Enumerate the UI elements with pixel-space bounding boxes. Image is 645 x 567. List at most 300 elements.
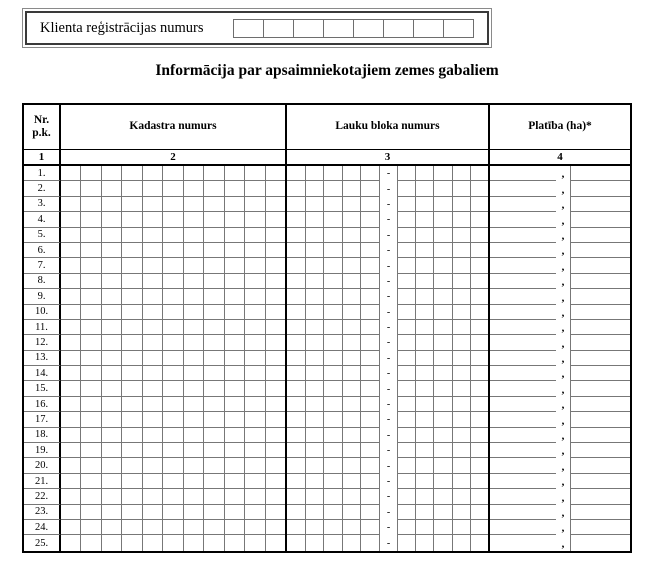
lauku-digit-cell[interactable] xyxy=(471,443,488,458)
kadastra-digit-cell[interactable] xyxy=(81,505,101,520)
lauku-digit-cell[interactable] xyxy=(306,505,325,520)
lauku-digit-cell[interactable] xyxy=(324,366,343,381)
lauku-digit-cell[interactable] xyxy=(287,428,306,443)
kadastra-digit-cell[interactable] xyxy=(266,212,285,227)
kadastra-digit-cell[interactable] xyxy=(204,320,224,335)
kadastra-digit-cell[interactable] xyxy=(163,428,183,443)
kadastra-digit-cell[interactable] xyxy=(163,305,183,320)
kadastra-digit-cell[interactable] xyxy=(102,351,122,366)
kadastra-digit-cell[interactable] xyxy=(184,412,204,427)
kadastra-digit-cell[interactable] xyxy=(184,181,204,196)
platiba-whole-cell[interactable] xyxy=(490,397,556,412)
kadastra-digit-cell[interactable] xyxy=(266,305,285,320)
lauku-digit-cell[interactable] xyxy=(324,535,343,550)
lauku-digit-cell[interactable] xyxy=(287,212,306,227)
platiba-whole-cell[interactable] xyxy=(490,458,556,473)
kadastra-digit-cell[interactable] xyxy=(184,428,204,443)
kadastra-digit-cell[interactable] xyxy=(184,397,204,412)
platiba-decimal-cell[interactable] xyxy=(571,289,630,304)
lauku-digit-cell[interactable] xyxy=(361,458,380,473)
lauku-digit-cell[interactable] xyxy=(287,520,306,535)
lauku-digit-cell[interactable] xyxy=(471,505,488,520)
lauku-digit-cell[interactable] xyxy=(343,366,362,381)
kadastra-digit-cell[interactable] xyxy=(245,258,265,273)
platiba-decimal-cell[interactable] xyxy=(571,520,630,535)
kadastra-digit-cell[interactable] xyxy=(245,181,265,196)
kadastra-digit-cell[interactable] xyxy=(163,489,183,504)
kadastra-digit-cell[interactable] xyxy=(225,212,245,227)
kadastra-digit-cell[interactable] xyxy=(122,474,142,489)
lauku-digit-cell[interactable] xyxy=(306,212,325,227)
lauku-digit-cell[interactable] xyxy=(434,274,452,289)
platiba-whole-cell[interactable] xyxy=(490,212,556,227)
platiba-whole-cell[interactable] xyxy=(490,535,556,550)
kadastra-digit-cell[interactable] xyxy=(143,166,163,181)
kadastra-digit-cell[interactable] xyxy=(122,320,142,335)
kadastra-digit-cell[interactable] xyxy=(102,228,122,243)
kadastra-digit-cell[interactable] xyxy=(245,397,265,412)
kadastra-digit-cell[interactable] xyxy=(102,520,122,535)
lauku-digit-cell[interactable] xyxy=(324,181,343,196)
lauku-digit-cell[interactable] xyxy=(324,305,343,320)
kadastra-digit-cell[interactable] xyxy=(245,520,265,535)
kadastra-digit-cell[interactable] xyxy=(245,351,265,366)
kadastra-digit-cell[interactable] xyxy=(163,458,183,473)
lauku-digit-cell[interactable] xyxy=(361,351,380,366)
kadastra-digit-cell[interactable] xyxy=(266,335,285,350)
lauku-digit-cell[interactable] xyxy=(287,535,306,550)
lauku-digit-cell[interactable] xyxy=(434,243,452,258)
lauku-digit-cell[interactable] xyxy=(471,489,488,504)
platiba-decimal-cell[interactable] xyxy=(571,212,630,227)
kadastra-digit-cell[interactable] xyxy=(61,505,81,520)
kadastra-digit-cell[interactable] xyxy=(61,381,81,396)
lauku-digit-cell[interactable] xyxy=(416,274,434,289)
lauku-digit-cell[interactable] xyxy=(434,474,452,489)
lauku-digit-cell[interactable] xyxy=(306,458,325,473)
lauku-digit-cell[interactable] xyxy=(324,397,343,412)
lauku-digit-cell[interactable] xyxy=(398,366,416,381)
kadastra-digit-cell[interactable] xyxy=(266,351,285,366)
kadastra-digit-cell[interactable] xyxy=(204,428,224,443)
kadastra-digit-cell[interactable] xyxy=(122,505,142,520)
lauku-digit-cell[interactable] xyxy=(343,289,362,304)
lauku-digit-cell[interactable] xyxy=(398,335,416,350)
kadastra-digit-cell[interactable] xyxy=(122,443,142,458)
kadastra-digit-cell[interactable] xyxy=(143,289,163,304)
platiba-decimal-cell[interactable] xyxy=(571,397,630,412)
kadastra-digit-cell[interactable] xyxy=(61,305,81,320)
lauku-digit-cell[interactable] xyxy=(453,212,471,227)
lauku-digit-cell[interactable] xyxy=(361,366,380,381)
lauku-digit-cell[interactable] xyxy=(471,305,488,320)
kadastra-digit-cell[interactable] xyxy=(184,258,204,273)
lauku-digit-cell[interactable] xyxy=(361,397,380,412)
kadastra-digit-cell[interactable] xyxy=(204,535,224,550)
lauku-digit-cell[interactable] xyxy=(453,305,471,320)
kadastra-digit-cell[interactable] xyxy=(266,381,285,396)
lauku-digit-cell[interactable] xyxy=(453,197,471,212)
lauku-digit-cell[interactable] xyxy=(306,412,325,427)
lauku-digit-cell[interactable] xyxy=(306,305,325,320)
kadastra-digit-cell[interactable] xyxy=(184,289,204,304)
lauku-digit-cell[interactable] xyxy=(453,274,471,289)
kadastra-digit-cell[interactable] xyxy=(225,505,245,520)
kadastra-digit-cell[interactable] xyxy=(204,381,224,396)
kadastra-digit-cell[interactable] xyxy=(61,166,81,181)
kadastra-digit-cell[interactable] xyxy=(122,397,142,412)
lauku-digit-cell[interactable] xyxy=(434,397,452,412)
lauku-digit-cell[interactable] xyxy=(416,458,434,473)
kadastra-digit-cell[interactable] xyxy=(102,535,122,550)
lauku-digit-cell[interactable] xyxy=(324,243,343,258)
kadastra-digit-cell[interactable] xyxy=(102,289,122,304)
lauku-digit-cell[interactable] xyxy=(471,428,488,443)
platiba-whole-cell[interactable] xyxy=(490,197,556,212)
lauku-digit-cell[interactable] xyxy=(434,351,452,366)
kadastra-digit-cell[interactable] xyxy=(225,166,245,181)
kadastra-digit-cell[interactable] xyxy=(245,505,265,520)
lauku-digit-cell[interactable] xyxy=(361,412,380,427)
lauku-digit-cell[interactable] xyxy=(343,458,362,473)
kadastra-digit-cell[interactable] xyxy=(204,166,224,181)
lauku-digit-cell[interactable] xyxy=(416,289,434,304)
kadastra-digit-cell[interactable] xyxy=(184,505,204,520)
kadastra-digit-cell[interactable] xyxy=(102,397,122,412)
platiba-decimal-cell[interactable] xyxy=(571,351,630,366)
kadastra-digit-cell[interactable] xyxy=(204,197,224,212)
kadastra-digit-cell[interactable] xyxy=(143,335,163,350)
lauku-digit-cell[interactable] xyxy=(324,289,343,304)
lauku-digit-cell[interactable] xyxy=(361,228,380,243)
lauku-digit-cell[interactable] xyxy=(324,335,343,350)
kadastra-digit-cell[interactable] xyxy=(184,381,204,396)
lauku-digit-cell[interactable] xyxy=(471,412,488,427)
kadastra-digit-cell[interactable] xyxy=(225,305,245,320)
kadastra-digit-cell[interactable] xyxy=(61,351,81,366)
platiba-decimal-cell[interactable] xyxy=(571,335,630,350)
kadastra-digit-cell[interactable] xyxy=(102,412,122,427)
lauku-digit-cell[interactable] xyxy=(471,397,488,412)
lauku-digit-cell[interactable] xyxy=(416,335,434,350)
lauku-digit-cell[interactable] xyxy=(453,443,471,458)
platiba-whole-cell[interactable] xyxy=(490,181,556,196)
reg-digit-cell[interactable] xyxy=(263,19,294,38)
lauku-digit-cell[interactable] xyxy=(343,428,362,443)
lauku-digit-cell[interactable] xyxy=(416,443,434,458)
kadastra-digit-cell[interactable] xyxy=(266,366,285,381)
lauku-digit-cell[interactable] xyxy=(453,289,471,304)
lauku-digit-cell[interactable] xyxy=(471,181,488,196)
kadastra-digit-cell[interactable] xyxy=(245,412,265,427)
lauku-digit-cell[interactable] xyxy=(306,381,325,396)
lauku-digit-cell[interactable] xyxy=(471,520,488,535)
lauku-digit-cell[interactable] xyxy=(287,166,306,181)
kadastra-digit-cell[interactable] xyxy=(184,166,204,181)
lauku-digit-cell[interactable] xyxy=(343,381,362,396)
kadastra-digit-cell[interactable] xyxy=(204,274,224,289)
kadastra-digit-cell[interactable] xyxy=(61,428,81,443)
kadastra-digit-cell[interactable] xyxy=(163,243,183,258)
kadastra-digit-cell[interactable] xyxy=(266,197,285,212)
kadastra-digit-cell[interactable] xyxy=(61,320,81,335)
kadastra-digit-cell[interactable] xyxy=(122,520,142,535)
kadastra-digit-cell[interactable] xyxy=(102,335,122,350)
kadastra-digit-cell[interactable] xyxy=(102,505,122,520)
kadastra-digit-cell[interactable] xyxy=(204,412,224,427)
kadastra-digit-cell[interactable] xyxy=(102,166,122,181)
lauku-digit-cell[interactable] xyxy=(453,381,471,396)
lauku-digit-cell[interactable] xyxy=(416,412,434,427)
lauku-digit-cell[interactable] xyxy=(306,351,325,366)
platiba-decimal-cell[interactable] xyxy=(571,274,630,289)
lauku-digit-cell[interactable] xyxy=(361,428,380,443)
platiba-whole-cell[interactable] xyxy=(490,489,556,504)
lauku-digit-cell[interactable] xyxy=(434,535,452,550)
lauku-digit-cell[interactable] xyxy=(287,335,306,350)
lauku-digit-cell[interactable] xyxy=(471,458,488,473)
kadastra-digit-cell[interactable] xyxy=(143,258,163,273)
kadastra-digit-cell[interactable] xyxy=(122,197,142,212)
lauku-digit-cell[interactable] xyxy=(434,412,452,427)
platiba-whole-cell[interactable] xyxy=(490,289,556,304)
kadastra-digit-cell[interactable] xyxy=(163,366,183,381)
lauku-digit-cell[interactable] xyxy=(398,489,416,504)
kadastra-digit-cell[interactable] xyxy=(225,412,245,427)
reg-digit-cell[interactable] xyxy=(383,19,414,38)
kadastra-digit-cell[interactable] xyxy=(184,243,204,258)
lauku-digit-cell[interactable] xyxy=(434,458,452,473)
kadastra-digit-cell[interactable] xyxy=(143,520,163,535)
lauku-digit-cell[interactable] xyxy=(343,335,362,350)
kadastra-digit-cell[interactable] xyxy=(225,228,245,243)
kadastra-digit-cell[interactable] xyxy=(204,366,224,381)
platiba-decimal-cell[interactable] xyxy=(571,412,630,427)
lauku-digit-cell[interactable] xyxy=(324,428,343,443)
kadastra-digit-cell[interactable] xyxy=(245,320,265,335)
lauku-digit-cell[interactable] xyxy=(343,320,362,335)
kadastra-digit-cell[interactable] xyxy=(122,274,142,289)
kadastra-digit-cell[interactable] xyxy=(143,243,163,258)
lauku-digit-cell[interactable] xyxy=(343,535,362,550)
lauku-digit-cell[interactable] xyxy=(287,474,306,489)
lauku-digit-cell[interactable] xyxy=(287,397,306,412)
lauku-digit-cell[interactable] xyxy=(361,197,380,212)
kadastra-digit-cell[interactable] xyxy=(61,520,81,535)
kadastra-digit-cell[interactable] xyxy=(81,181,101,196)
lauku-digit-cell[interactable] xyxy=(324,412,343,427)
lauku-digit-cell[interactable] xyxy=(416,166,434,181)
lauku-digit-cell[interactable] xyxy=(306,166,325,181)
kadastra-digit-cell[interactable] xyxy=(204,289,224,304)
kadastra-digit-cell[interactable] xyxy=(266,458,285,473)
lauku-digit-cell[interactable] xyxy=(324,381,343,396)
kadastra-digit-cell[interactable] xyxy=(61,289,81,304)
kadastra-digit-cell[interactable] xyxy=(61,366,81,381)
kadastra-digit-cell[interactable] xyxy=(266,289,285,304)
platiba-decimal-cell[interactable] xyxy=(571,166,630,181)
lauku-digit-cell[interactable] xyxy=(306,197,325,212)
kadastra-digit-cell[interactable] xyxy=(225,397,245,412)
lauku-digit-cell[interactable] xyxy=(324,212,343,227)
lauku-digit-cell[interactable] xyxy=(453,505,471,520)
kadastra-digit-cell[interactable] xyxy=(225,351,245,366)
lauku-digit-cell[interactable] xyxy=(361,335,380,350)
kadastra-digit-cell[interactable] xyxy=(81,381,101,396)
kadastra-digit-cell[interactable] xyxy=(163,443,183,458)
lauku-digit-cell[interactable] xyxy=(287,243,306,258)
lauku-digit-cell[interactable] xyxy=(398,197,416,212)
lauku-digit-cell[interactable] xyxy=(398,243,416,258)
lauku-digit-cell[interactable] xyxy=(453,228,471,243)
kadastra-digit-cell[interactable] xyxy=(204,335,224,350)
kadastra-digit-cell[interactable] xyxy=(225,320,245,335)
kadastra-digit-cell[interactable] xyxy=(225,489,245,504)
lauku-digit-cell[interactable] xyxy=(453,520,471,535)
lauku-digit-cell[interactable] xyxy=(287,351,306,366)
lauku-digit-cell[interactable] xyxy=(343,489,362,504)
kadastra-digit-cell[interactable] xyxy=(61,489,81,504)
lauku-digit-cell[interactable] xyxy=(361,181,380,196)
lauku-digit-cell[interactable] xyxy=(287,274,306,289)
lauku-digit-cell[interactable] xyxy=(324,458,343,473)
lauku-digit-cell[interactable] xyxy=(434,443,452,458)
kadastra-digit-cell[interactable] xyxy=(122,489,142,504)
lauku-digit-cell[interactable] xyxy=(398,274,416,289)
kadastra-digit-cell[interactable] xyxy=(143,351,163,366)
lauku-digit-cell[interactable] xyxy=(471,243,488,258)
kadastra-digit-cell[interactable] xyxy=(204,489,224,504)
lauku-digit-cell[interactable] xyxy=(324,489,343,504)
lauku-digit-cell[interactable] xyxy=(398,397,416,412)
lauku-digit-cell[interactable] xyxy=(434,305,452,320)
platiba-decimal-cell[interactable] xyxy=(571,181,630,196)
kadastra-digit-cell[interactable] xyxy=(204,212,224,227)
lauku-digit-cell[interactable] xyxy=(471,289,488,304)
kadastra-digit-cell[interactable] xyxy=(143,305,163,320)
lauku-digit-cell[interactable] xyxy=(398,443,416,458)
kadastra-digit-cell[interactable] xyxy=(204,505,224,520)
kadastra-digit-cell[interactable] xyxy=(81,351,101,366)
lauku-digit-cell[interactable] xyxy=(324,320,343,335)
platiba-decimal-cell[interactable] xyxy=(571,381,630,396)
lauku-digit-cell[interactable] xyxy=(453,458,471,473)
lauku-digit-cell[interactable] xyxy=(453,412,471,427)
kadastra-digit-cell[interactable] xyxy=(163,166,183,181)
kadastra-digit-cell[interactable] xyxy=(204,305,224,320)
lauku-digit-cell[interactable] xyxy=(434,381,452,396)
kadastra-digit-cell[interactable] xyxy=(245,228,265,243)
kadastra-digit-cell[interactable] xyxy=(81,335,101,350)
kadastra-digit-cell[interactable] xyxy=(61,443,81,458)
lauku-digit-cell[interactable] xyxy=(453,535,471,550)
kadastra-digit-cell[interactable] xyxy=(81,458,101,473)
kadastra-digit-cell[interactable] xyxy=(102,428,122,443)
lauku-digit-cell[interactable] xyxy=(361,320,380,335)
kadastra-digit-cell[interactable] xyxy=(225,458,245,473)
kadastra-digit-cell[interactable] xyxy=(81,228,101,243)
platiba-whole-cell[interactable] xyxy=(490,428,556,443)
lauku-digit-cell[interactable] xyxy=(453,320,471,335)
kadastra-digit-cell[interactable] xyxy=(266,505,285,520)
lauku-digit-cell[interactable] xyxy=(287,197,306,212)
lauku-digit-cell[interactable] xyxy=(453,474,471,489)
platiba-decimal-cell[interactable] xyxy=(571,228,630,243)
kadastra-digit-cell[interactable] xyxy=(245,366,265,381)
lauku-digit-cell[interactable] xyxy=(416,366,434,381)
kadastra-digit-cell[interactable] xyxy=(81,166,101,181)
kadastra-digit-cell[interactable] xyxy=(163,351,183,366)
kadastra-digit-cell[interactable] xyxy=(122,212,142,227)
lauku-digit-cell[interactable] xyxy=(287,228,306,243)
kadastra-digit-cell[interactable] xyxy=(163,320,183,335)
kadastra-digit-cell[interactable] xyxy=(266,228,285,243)
platiba-decimal-cell[interactable] xyxy=(571,428,630,443)
lauku-digit-cell[interactable] xyxy=(416,305,434,320)
platiba-decimal-cell[interactable] xyxy=(571,258,630,273)
lauku-digit-cell[interactable] xyxy=(398,166,416,181)
kadastra-digit-cell[interactable] xyxy=(204,520,224,535)
kadastra-digit-cell[interactable] xyxy=(225,197,245,212)
kadastra-digit-cell[interactable] xyxy=(61,397,81,412)
lauku-digit-cell[interactable] xyxy=(416,381,434,396)
lauku-digit-cell[interactable] xyxy=(343,197,362,212)
lauku-digit-cell[interactable] xyxy=(343,243,362,258)
platiba-decimal-cell[interactable] xyxy=(571,489,630,504)
lauku-digit-cell[interactable] xyxy=(343,181,362,196)
lauku-digit-cell[interactable] xyxy=(324,520,343,535)
kadastra-digit-cell[interactable] xyxy=(184,458,204,473)
kadastra-digit-cell[interactable] xyxy=(163,335,183,350)
platiba-whole-cell[interactable] xyxy=(490,505,556,520)
lauku-digit-cell[interactable] xyxy=(361,535,380,550)
kadastra-digit-cell[interactable] xyxy=(184,212,204,227)
lauku-digit-cell[interactable] xyxy=(434,181,452,196)
kadastra-digit-cell[interactable] xyxy=(81,412,101,427)
lauku-digit-cell[interactable] xyxy=(306,274,325,289)
kadastra-digit-cell[interactable] xyxy=(163,181,183,196)
lauku-digit-cell[interactable] xyxy=(306,181,325,196)
kadastra-digit-cell[interactable] xyxy=(184,274,204,289)
lauku-digit-cell[interactable] xyxy=(287,443,306,458)
kadastra-digit-cell[interactable] xyxy=(204,243,224,258)
reg-digit-cell[interactable] xyxy=(353,19,384,38)
lauku-digit-cell[interactable] xyxy=(306,474,325,489)
lauku-digit-cell[interactable] xyxy=(398,351,416,366)
lauku-digit-cell[interactable] xyxy=(306,520,325,535)
kadastra-digit-cell[interactable] xyxy=(143,228,163,243)
lauku-digit-cell[interactable] xyxy=(416,181,434,196)
lauku-digit-cell[interactable] xyxy=(343,474,362,489)
lauku-digit-cell[interactable] xyxy=(324,474,343,489)
kadastra-digit-cell[interactable] xyxy=(122,428,142,443)
platiba-whole-cell[interactable] xyxy=(490,305,556,320)
lauku-digit-cell[interactable] xyxy=(343,505,362,520)
kadastra-digit-cell[interactable] xyxy=(225,274,245,289)
platiba-whole-cell[interactable] xyxy=(490,412,556,427)
lauku-digit-cell[interactable] xyxy=(471,351,488,366)
lauku-digit-cell[interactable] xyxy=(306,489,325,504)
lauku-digit-cell[interactable] xyxy=(416,535,434,550)
kadastra-digit-cell[interactable] xyxy=(225,443,245,458)
lauku-digit-cell[interactable] xyxy=(324,505,343,520)
platiba-whole-cell[interactable] xyxy=(490,166,556,181)
lauku-digit-cell[interactable] xyxy=(361,258,380,273)
kadastra-digit-cell[interactable] xyxy=(184,535,204,550)
kadastra-digit-cell[interactable] xyxy=(102,443,122,458)
platiba-decimal-cell[interactable] xyxy=(571,305,630,320)
lauku-digit-cell[interactable] xyxy=(398,258,416,273)
